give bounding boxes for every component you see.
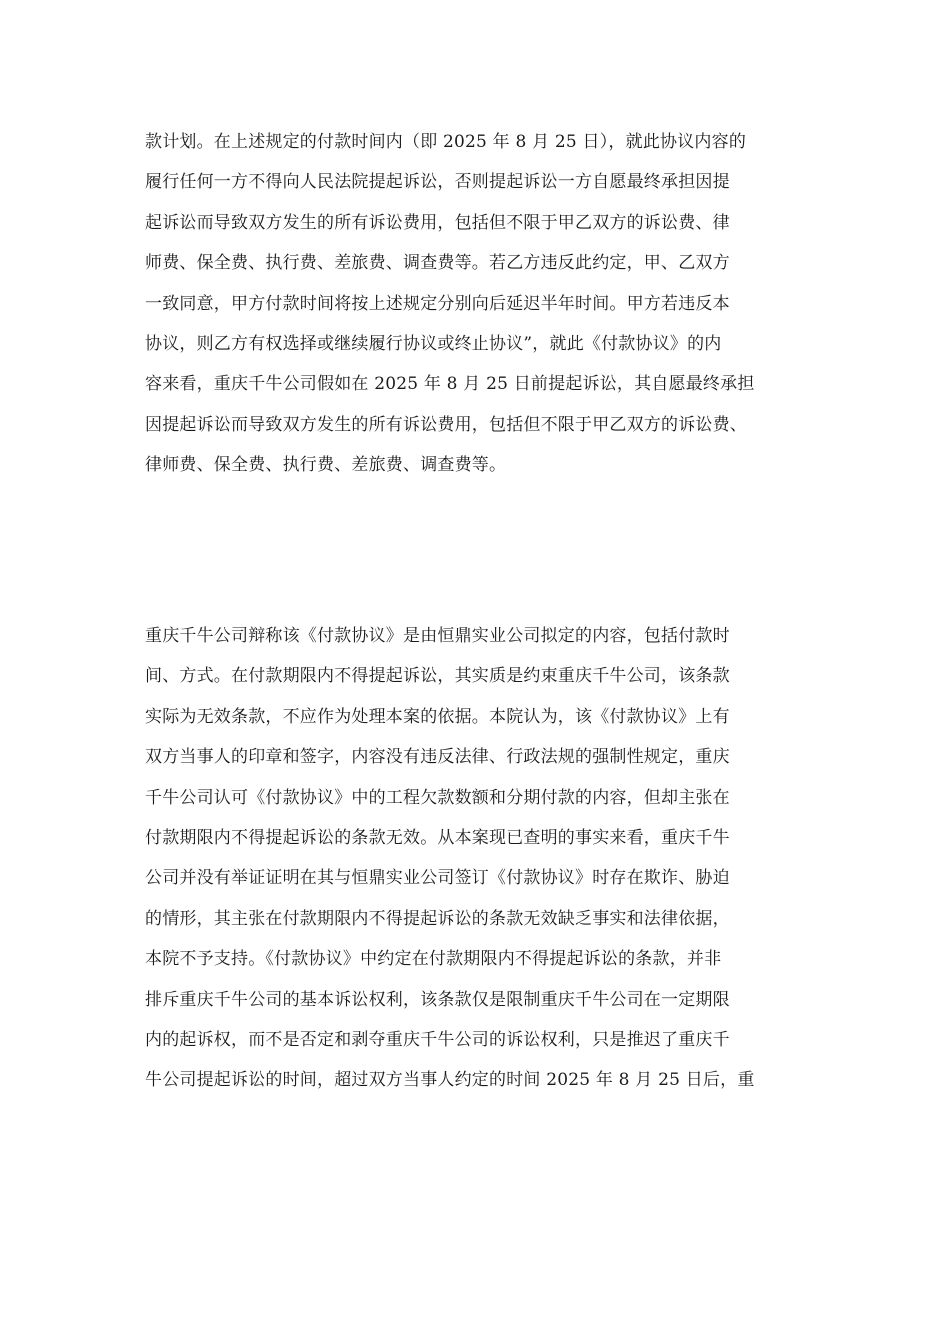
text-line: 双方当事人的印章和签字，内容没有违反法律、行政法规的强制性规定，重庆 [145, 747, 730, 768]
text-line: 律师费、保全费、执行费、差旅费、调查费等。 [145, 455, 507, 476]
text-line: 千牛公司认可《付款协议》中的工程欠款数额和分期付款的内容，但却主张在 [145, 787, 730, 808]
text-line: 容来看，重庆千牛公司假如在 2025 年 8 月 25 日前提起诉讼，其自愿最终承担 [145, 374, 755, 395]
paragraph-court-opinion [145, 616, 813, 1101]
text-line: 款计划。在上述规定的付款时间内（即 2025 年 8 月 25 日），就此协议内容的 [145, 132, 747, 152]
text-line: 起诉讼而导致双方发生的所有诉讼费用，包括但不限于甲乙双方的诉讼费、律 [145, 212, 730, 233]
text-line: 重庆千牛公司辩称该《付款协议》是由恒鼎实业公司拟定的内容，包括付款时 [145, 626, 730, 646]
text-line: 内的起诉权，而不是否定和剥夺重庆千牛公司的诉讼权利，只是推迟了重庆千 [145, 1029, 730, 1050]
paragraph-payment-terms [145, 122, 813, 486]
text-line: 排斥重庆千牛公司的基本诉讼权利，该条款仅是限制重庆千牛公司在一定期限 [145, 989, 730, 1010]
text-line: 履行任何一方不得向人民法院提起诉讼，否则提起诉讼一方自愿最终承担因提 [145, 172, 730, 193]
text-line: 师费、保全费、执行费、差旅费、调查费等。若乙方违反此约定，甲、乙双方 [145, 253, 730, 274]
text-line: 间、方式。在付款期限内不得提起诉讼，其实质是约束重庆千牛公司，该条款 [145, 666, 730, 687]
text-line: 本院不予支持。《付款协议》中约定在付款期限内不得提起诉讼的条款，并非 [145, 949, 722, 970]
text-line: 一致同意，甲方付款时间将按上述规定分别向后延迟半年时间。甲方若违反本 [145, 293, 730, 314]
text-line: 的情形，其主张在付款期限内不得提起诉讼的条款无效缺乏事实和法律依据， [145, 908, 730, 929]
text-line: 因提起诉讼而导致双方发生的所有诉讼费用，包括但不限于甲乙双方的诉讼费、 [145, 414, 747, 435]
text-line: 公司并没有举证证明在其与恒鼎实业公司签订《付款协议》时存在欺诈、胁迫 [145, 868, 730, 889]
text-line: 付款期限内不得提起诉讼的条款无效。从本案现已查明的事实来看，重庆千牛 [145, 827, 730, 848]
text-line: 牛公司提起诉讼的时间，超过双方当事人约定的时间 2025 年 8 月 25 日后，重 [145, 1070, 755, 1091]
text-line: 实际为无效条款，不应作为处理本案的依据。本院认为，该《付款协议》上有 [145, 706, 730, 727]
text-line: 协议，则乙方有权选择或继续履行协议或终止协议”，就此《付款协议》的内 [145, 333, 722, 354]
